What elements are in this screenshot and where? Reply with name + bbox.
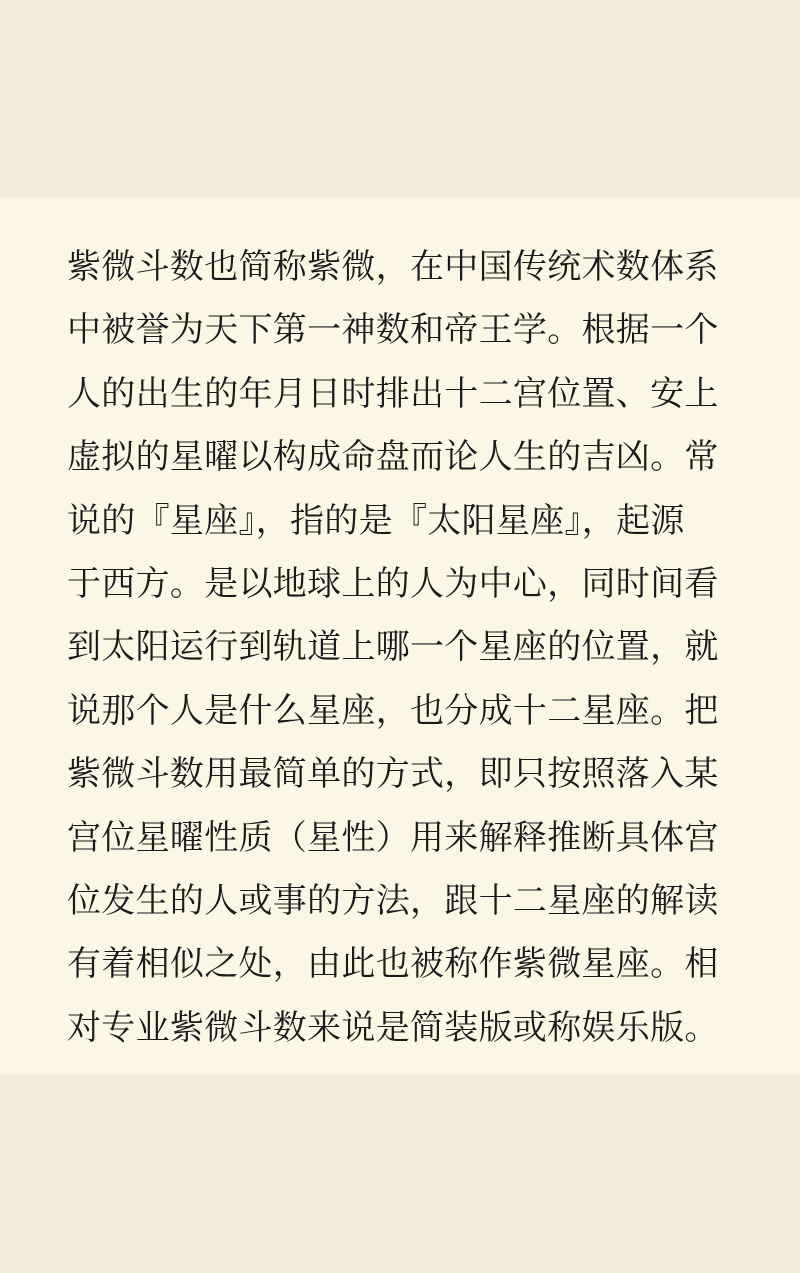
paragraph-line: 虚拟的星曜以构成命盘而论人生的吉凶。常: [67, 437, 719, 478]
paragraph-line: 有着相似之处，由此也被称作紫微星座。相: [67, 944, 719, 985]
paragraph-line: 人的出生的年月日时排出十二宫位置、安上: [67, 373, 719, 414]
paragraph-line: 说那个人是什么星座，也分成十二星座。把: [67, 690, 719, 731]
article-paragraph: [67, 236, 719, 1060]
paragraph-line: 说的『星座』，指的是『太阳星座』，起源: [67, 500, 685, 541]
paragraph-line: 位发生的人或事的方法，跟十二星座的解读: [67, 880, 719, 921]
paragraph-line: 宫位星曜性质（星性）用来解释推断具体宫: [67, 817, 719, 858]
top-background-band: [0, 0, 800, 197]
paragraph-line: 紫微斗数也简称紫微，在中国传统术数体系: [67, 247, 719, 287]
paragraph-line: 到太阳运行到轨道上哪一个星座的位置，就: [67, 627, 719, 668]
paragraph-line: 中被誉为天下第一神数和帝王学。根据一个: [67, 310, 719, 351]
bottom-background-band: [0, 1075, 800, 1273]
paragraph-line: 对专业紫微斗数来说是简装版或称娱乐版。: [67, 1007, 719, 1048]
paragraph-line: 于西方。是以地球上的人为中心，同时间看: [67, 563, 719, 604]
paragraph-line: 紫微斗数用最简单的方式，即只按照落入某: [67, 754, 719, 795]
